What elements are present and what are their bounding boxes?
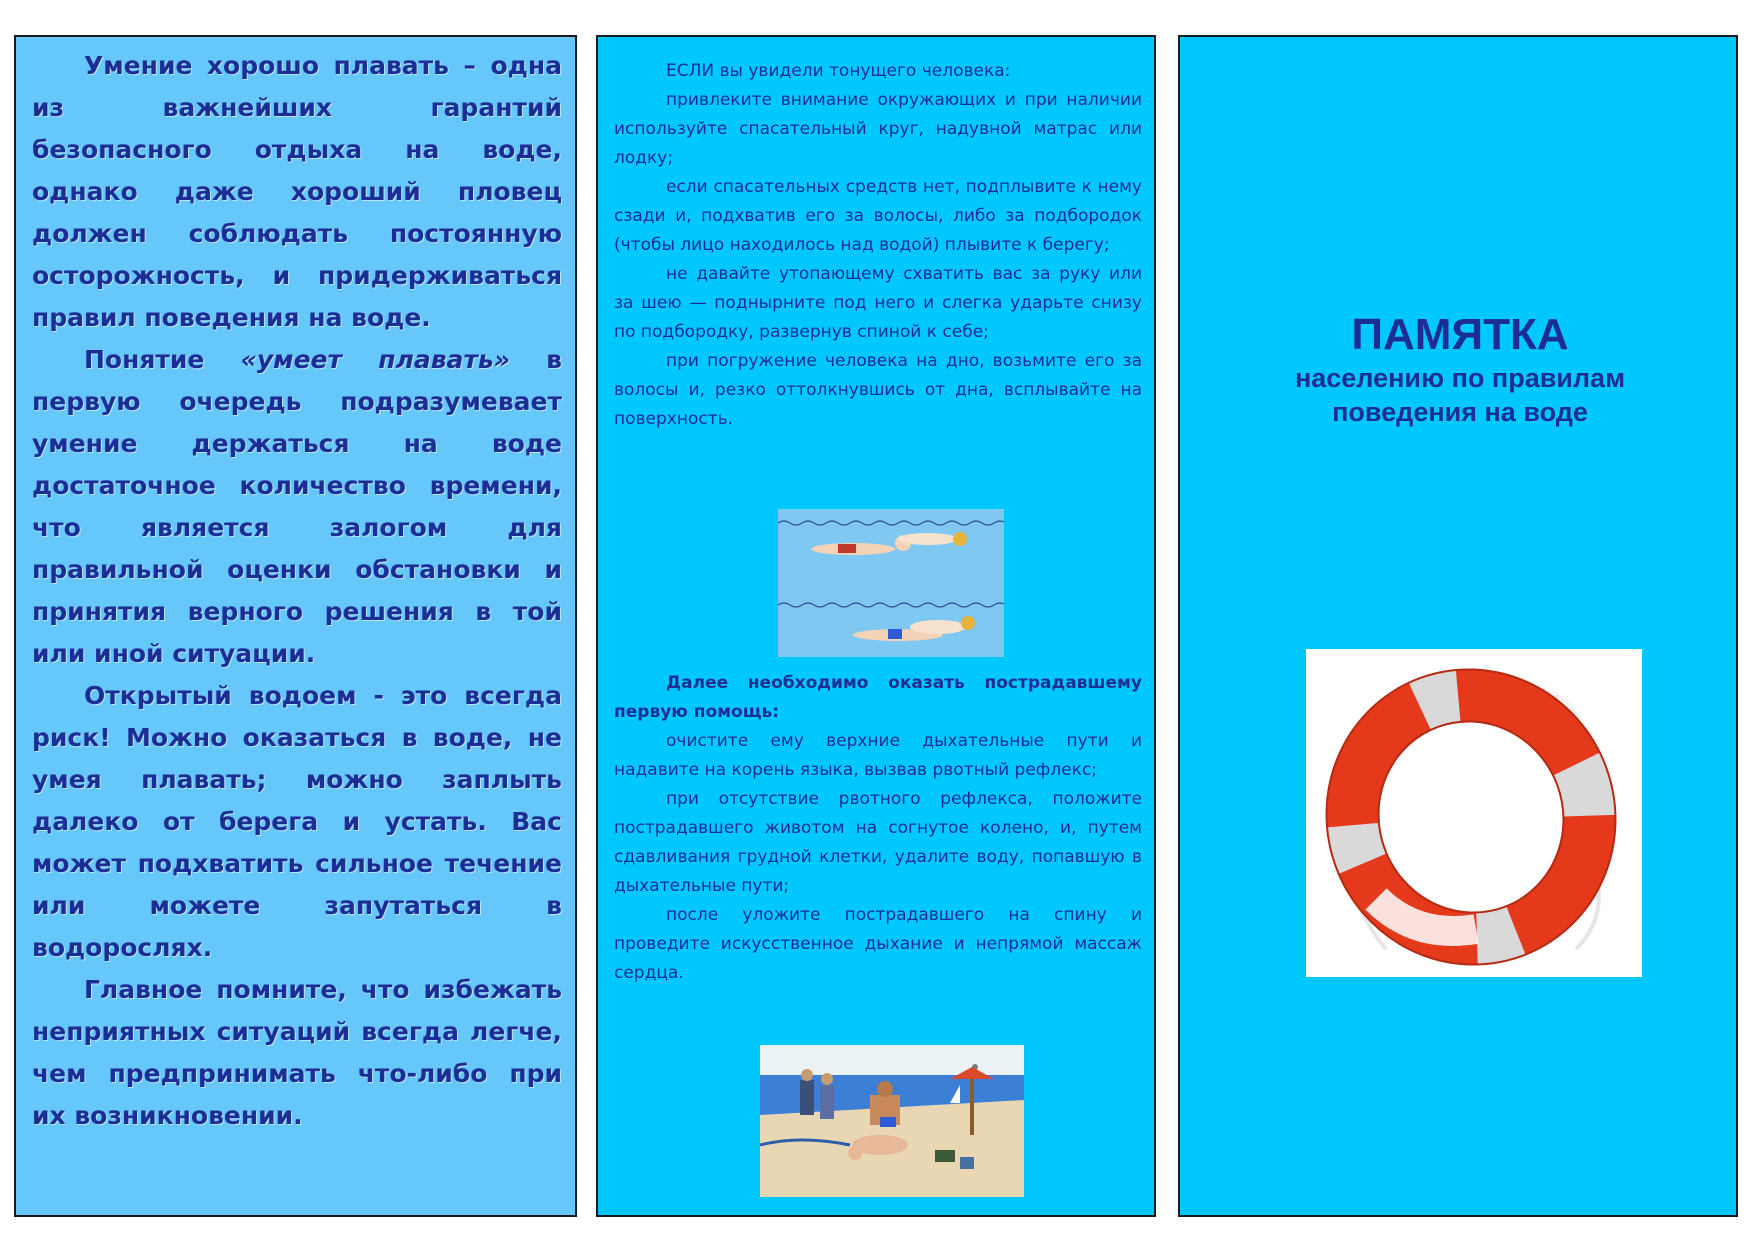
- rescue-heading: ЕСЛИ вы увидели тонущего человека:: [666, 61, 1011, 81]
- rescue-step: при погружение человека на дно, возьмите его за волосы и, резко оттолкнувшись от дна, всплывайте на поверхность.: [614, 351, 1142, 429]
- right-panel: [1178, 35, 1738, 1217]
- first-aid-step: очистите ему верхние дыхательные пути и надавите на корень языка, вызвав рвотный рефлекс;: [614, 731, 1142, 780]
- rescue-step: не давайте утопающему схватить вас за руку или за шею — поднырните под него и слегка ударьте снизу по подбородку, развернув спиной к себе;: [614, 264, 1142, 342]
- rescue-instructions: [614, 57, 1142, 434]
- brochure-subtitle: [1180, 361, 1740, 429]
- first-aid-heading: Далее необходимо оказать пострадавшему первую помощь:: [614, 673, 1142, 722]
- first-aid-instructions: [614, 669, 1142, 988]
- paragraph-open-water-risk: Открытый водоем - это всегда риск! Можно оказаться в воде, не умея плавать; можно заплыть далеко от берега и устать. Вас может подхватить сильное течение или можете запутаться в водорослях.: [32, 681, 562, 962]
- middle-panel: [596, 35, 1156, 1217]
- swimmer-rescue-illustration: [778, 509, 1004, 657]
- brochure-title: ПАМЯТКА: [1351, 310, 1569, 359]
- paragraph-swimming-skill: Умение хорошо плавать – одна из важнейших гарантий безопасного отдыха на воде, однако даже хороший пловец должен соблюдать постоянную осторожность, и придерживаться правил поведения на воде.: [32, 51, 562, 332]
- emphasis-can-swim: «умеет плавать»: [240, 345, 510, 374]
- left-panel: [14, 35, 577, 1217]
- rescue-step: привлеките внимание окружающих и при наличии используйте спасательный круг, надувной матрас или лодку;: [614, 90, 1142, 168]
- first-aid-step: при отсутствие рвотного рефлекса, положите пострадавшего животом на согнутое колено, и, путем сдавливания грудной клетки, удалите воду, попавшую в дыхательные пути;: [614, 789, 1142, 896]
- paragraph-can-swim: Понятие «умеет плавать» в первую очередь подразумевает умение держаться на воде достаточное количество времени, что является залогом для правильной оценки обстановки и принятия верного решения в той или иной ситуации.: [32, 345, 562, 668]
- beach-first-aid-illustration: [760, 1045, 1024, 1197]
- subtitle-line: населению по правилам: [1294, 363, 1626, 393]
- paragraph-main-remember: Главное помните, что избежать неприятных ситуаций всегда легче, чем предпринимать что-либо при их возникновении.: [32, 975, 562, 1130]
- rescue-step: если спасательных средств нет, подплывите к нему сзади и, подхватив его за волосы, либо за подбородок (чтобы лицо находилось над водой) плывите к берегу;: [614, 177, 1142, 255]
- lifebuoy-image: [1306, 649, 1642, 977]
- left-panel-text: [32, 45, 562, 1137]
- first-aid-step: после уложите пострадавшего на спину и проведите искусственное дыхание и непрямой массаж сердца.: [614, 905, 1142, 983]
- subtitle-line: поведения на воде: [1332, 397, 1588, 427]
